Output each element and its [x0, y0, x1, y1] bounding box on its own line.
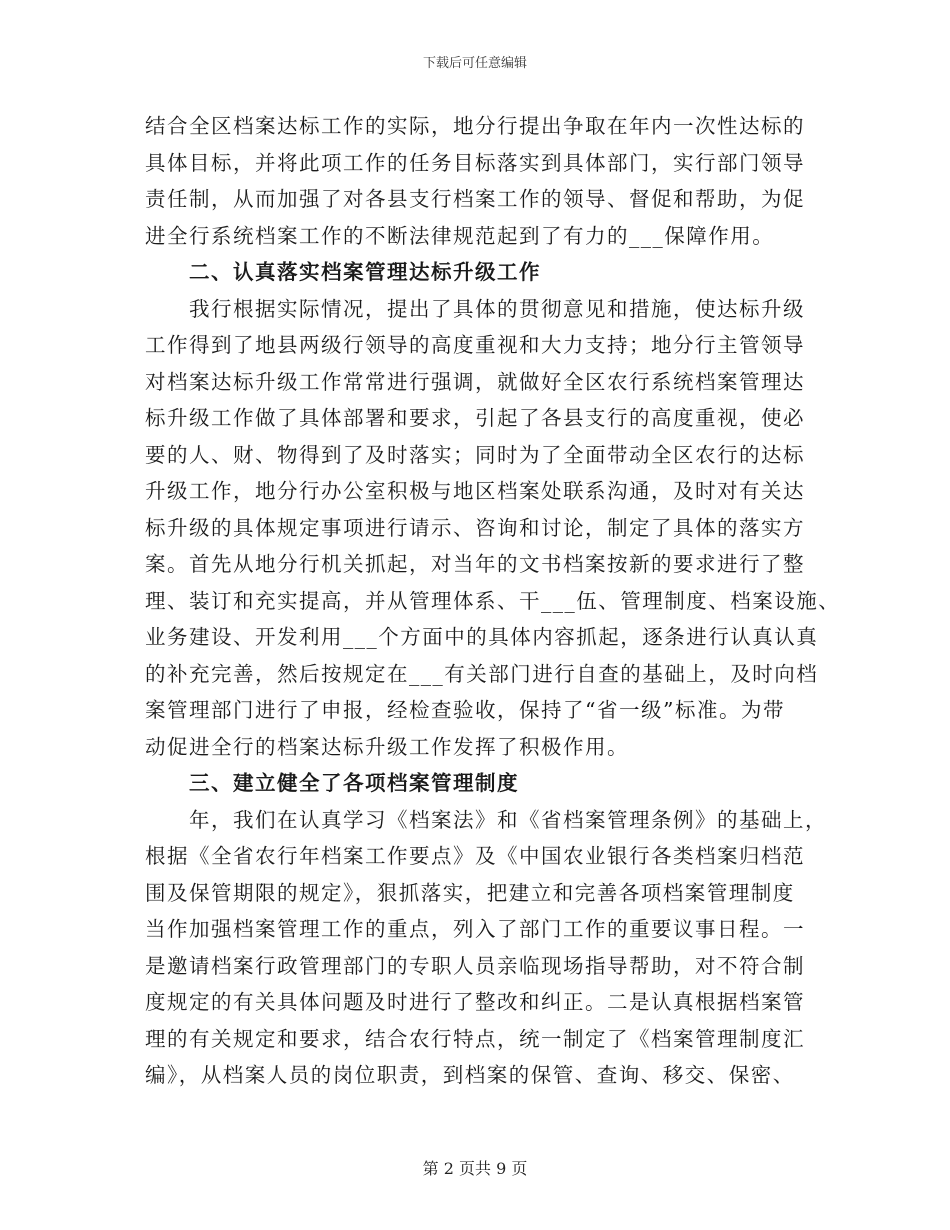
paragraph-line: 我行根据实际情况，提出了具体的贯彻意见和措施，使达标升级: [189, 296, 805, 321]
paragraph-line: 度规定的有关具体问题及时进行了整改和纠正。二是认真根据档案管: [145, 990, 805, 1014]
paragraph-line: 工作得到了地县两级行领导的高度重视和大力支持；地分行主管领导: [145, 333, 805, 357]
section-heading: 二、认真落实档案管理达标升级工作: [189, 260, 541, 284]
paragraph-line: 对档案达标升级工作常常进行强调，就做好全区农行系统档案管理达: [145, 369, 805, 394]
paragraph-line: 标升级工作做了具体部署和要求，引起了各县支行的高度重视，使必: [145, 406, 805, 430]
paragraph-line: 标升级的具体规定事项进行请示、咨询和讨论，制定了具体的落实方: [145, 515, 805, 540]
paragraph-line: 案管理部门进行了申报，经检查验收，保持了“省一级”标准。为带: [145, 698, 785, 722]
paragraph-line: 是邀请档案行政管理部门的专职人员亲临现场指导帮助，对不符合制: [145, 953, 805, 978]
paragraph-line: 年，我们在认真学习《档案法》和《省档案管理条例》的基础上，: [189, 807, 827, 832]
paragraph-line: 责任制，从而加强了对各县支行档案工作的领导、督促和帮助，为促: [145, 187, 805, 211]
document-body: [145, 108, 841, 1094]
paragraph-line: 升级工作，地分行办公室积极与地区档案处联系沟通，及时对有关达: [145, 479, 805, 503]
paragraph-line: 结合全区档案达标工作的实际，地分行提出争取在年内一次性达标的: [145, 114, 805, 138]
paragraph-line: 案。首先从地分行机关抓起，对当年的文书档案按新的要求进行了整: [145, 552, 805, 576]
paragraph-line: 围及保管期限的规定》，狠抓落实，把建立和完善各项档案管理制度: [145, 880, 795, 905]
paragraph-line: 编》，从档案人员的岗位职责，到档案的保管、查询、移交、保密、: [145, 1063, 795, 1087]
paragraph-line: 具体目标，并将此项工作的任务目标落实到具体部门，实行部门领导: [145, 150, 805, 175]
section-heading: 三、建立健全了各项档案管理制度: [189, 771, 519, 795]
page-number-footer: 第 2 页共 9 页: [422, 1159, 528, 1178]
page-header: 下载后可任意编辑: [422, 56, 527, 71]
paragraph-line: 理的有关规定和要求，结合农行特点，统一制定了《档案管理制度汇: [145, 1026, 805, 1051]
paragraph-line: 的补充完善，然后按规定在___有关部门进行自查的基础上，及时向档: [145, 661, 819, 686]
paragraph-line: 动促进全行的档案达标升级工作发挥了积极作用。: [145, 734, 629, 759]
paragraph-line: 理、装订和充实提高，并从管理体系、干___伍、管理制度、档案设施、: [145, 588, 841, 613]
paragraph-line: 根据《全省农行年档案工作要点》及《中国农业银行各类档案归档范: [145, 844, 805, 868]
paragraph-line: 要的人、财、物得到了及时落实；同时为了全面带动全区农行的达标: [145, 442, 805, 467]
paragraph-line: 业务建设、开发利用___个方面中的具体内容抓起，逐条进行认真认真: [145, 625, 819, 649]
paragraph-line: 当作加强档案管理工作的重点，列入了部门工作的重要议事日程。一: [145, 917, 805, 941]
paragraph-line: 进全行系统档案工作的不断法律规范起到了有力的___保障作用。: [145, 223, 775, 248]
